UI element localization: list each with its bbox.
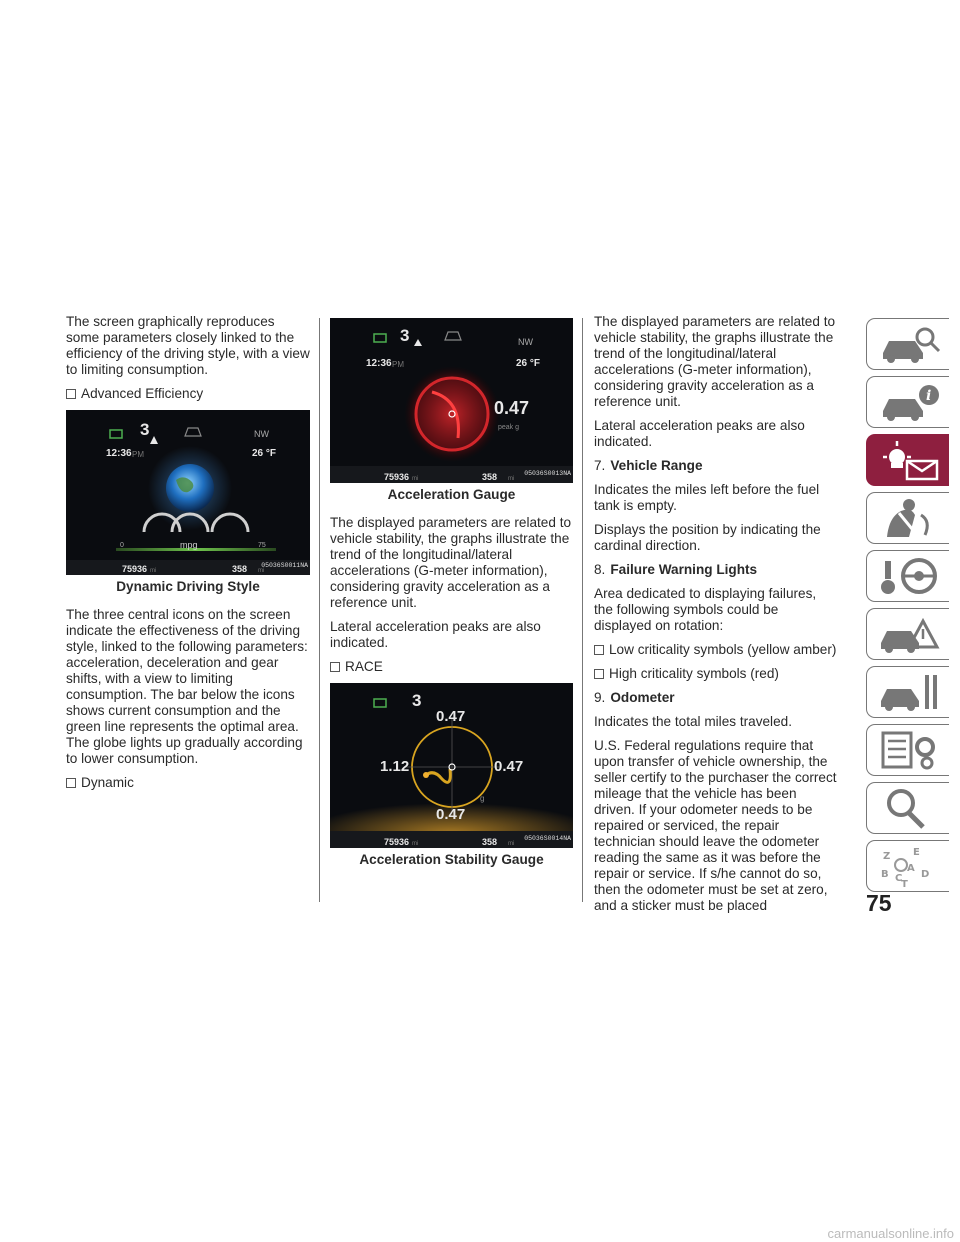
bullet-race bbox=[330, 659, 573, 675]
stability-paragraph: The displayed parameters are related to vehicle stability, the graphs illustrate the trend of the longitudinal/lateral accelerations (G-meter information), considering gravity acceleration as a reference unit. bbox=[330, 515, 572, 610]
temperature-readout: 26 °F bbox=[252, 448, 277, 459]
tab-starting-operating[interactable] bbox=[866, 550, 949, 602]
odometer-unit: mi bbox=[412, 841, 419, 847]
bullet-low-criticality bbox=[594, 642, 838, 658]
specifications-icon bbox=[877, 729, 943, 771]
heading-number: 9. bbox=[594, 690, 606, 705]
figure-caption: Acceleration Gauge bbox=[387, 487, 516, 502]
svg-text:T: T bbox=[901, 879, 908, 887]
bullet-label: RACE bbox=[345, 659, 383, 674]
odometer-readout: 75936 bbox=[122, 564, 148, 574]
right-value-readout: 0.47 bbox=[494, 758, 524, 775]
acceleration-gauge-graphic bbox=[330, 318, 573, 483]
bullet-label: Dynamic bbox=[81, 775, 134, 790]
gear-indicator: 3 bbox=[400, 326, 410, 345]
search-icon bbox=[877, 787, 943, 829]
heading-failure-warning-lights bbox=[594, 562, 838, 578]
figure-code: 05036S0013NA bbox=[524, 470, 571, 477]
alphabetical-index-icon bbox=[877, 845, 943, 887]
bullet-label: Low criticality symbols (yellow amber) bbox=[609, 642, 837, 657]
odometer-readout: 75936 bbox=[384, 837, 410, 847]
temperature-readout: 26 °F bbox=[516, 358, 541, 369]
lateral-peaks-paragraph: Lateral acceleration peaks are also indicated. bbox=[330, 619, 541, 650]
lateral-peaks-paragraph: Lateral acceleration peaks are also indicated. bbox=[594, 418, 805, 449]
intro-paragraph: The screen graphically reproduces some parameters closely linked to the efficiency of the driving style, with a view to limiting consumption. bbox=[66, 314, 310, 377]
gear-indicator: 3 bbox=[140, 420, 150, 439]
heading-vehicle-range bbox=[594, 458, 838, 474]
page-number: 75 bbox=[866, 890, 892, 916]
acceleration-gauge-screen bbox=[330, 318, 573, 483]
column-3 bbox=[594, 314, 838, 922]
range-unit: mi bbox=[508, 841, 515, 847]
figure-caption: Acceleration Stability Gauge bbox=[359, 852, 544, 867]
heading-title: Vehicle Range bbox=[610, 458, 703, 473]
svg-text:D: D bbox=[921, 869, 930, 880]
range-unit: mi bbox=[508, 476, 515, 482]
dynamic-driving-style-screen bbox=[66, 410, 310, 575]
tab-getting-to-know-vehicle[interactable] bbox=[866, 318, 949, 370]
svg-text:Z: Z bbox=[883, 851, 891, 862]
direction-paragraph: Displays the position by indicating the cardinal direction. bbox=[594, 522, 821, 553]
time-readout: 12:36 bbox=[366, 358, 392, 369]
figure-code: 05036S0014NA bbox=[524, 835, 571, 842]
range-unit: mi bbox=[258, 568, 265, 574]
bar-unit-label: mpg bbox=[180, 540, 198, 550]
bullet-dynamic bbox=[66, 775, 310, 791]
odometer-unit: mi bbox=[412, 476, 419, 482]
svg-text:i: i bbox=[926, 388, 932, 404]
unit-label: g bbox=[480, 794, 485, 803]
stability-paragraph: The displayed parameters are related to vehicle stability, the graphs illustrate the trend of the longitudinal/lateral accelerations (G-meter information), considering gravity acceleration as a reference unit. bbox=[594, 314, 836, 409]
svg-text:B: B bbox=[881, 869, 889, 880]
odometer-unit: mi bbox=[150, 568, 157, 574]
icons-description-paragraph: The three central icons on the screen indicate the effectiveness of the driving style, linked to the following parameters: acceleration, deceleration and gear shifts, with a view to limiting consumption. The bar below the icons shows current consumption and the green line represents the optimal area. The globe lights up gradually according to lower consumption. bbox=[66, 607, 308, 766]
peak-label: peak g bbox=[498, 424, 520, 431]
checkbox-bullet-icon bbox=[594, 645, 604, 655]
heading-title: Odometer bbox=[610, 690, 675, 705]
odometer-readout: 75936 bbox=[384, 472, 410, 482]
tab-servicing-maintenance[interactable] bbox=[866, 666, 949, 718]
figure-caption: Dynamic Driving Style bbox=[116, 579, 260, 594]
tab-instrument-panel[interactable] bbox=[866, 376, 949, 428]
key-steering-wheel-icon bbox=[877, 555, 943, 597]
tab-in-case-of-emergency[interactable] bbox=[866, 608, 949, 660]
svg-text:A: A bbox=[907, 863, 915, 874]
peak-value-readout: 0.47 bbox=[494, 398, 530, 418]
car-crash-warning-icon bbox=[877, 613, 943, 655]
car-info-icon bbox=[877, 381, 943, 423]
watermark: carmanualsonline.info bbox=[827, 1226, 954, 1241]
bar-scale-min: 0 bbox=[120, 542, 124, 549]
heading-number: 7. bbox=[594, 458, 606, 473]
left-value-readout: 1.12 bbox=[380, 758, 410, 775]
range-readout: 358 bbox=[482, 837, 498, 847]
column-2 bbox=[330, 318, 573, 880]
warning-light-message-icon bbox=[877, 439, 943, 481]
seatbelt-airbag-icon bbox=[877, 497, 943, 539]
checkbox-bullet-icon bbox=[66, 778, 76, 788]
column-divider bbox=[319, 318, 320, 902]
tab-safety[interactable] bbox=[866, 492, 949, 544]
heading-title: Failure Warning Lights bbox=[610, 562, 758, 577]
gear-indicator: 3 bbox=[412, 691, 422, 710]
bullet-high-criticality bbox=[594, 666, 838, 682]
bottom-value-readout: 0.47 bbox=[436, 806, 466, 823]
bullet-label: High criticality symbols (red) bbox=[609, 666, 779, 681]
acceleration-stability-gauge-screen bbox=[330, 683, 573, 848]
column-1 bbox=[66, 314, 310, 799]
top-value-readout: 0.47 bbox=[436, 708, 466, 725]
heading-readout: NW bbox=[518, 337, 533, 347]
range-readout: 358 bbox=[482, 472, 498, 482]
heading-number: 8. bbox=[594, 562, 606, 577]
tab-warning-lights-messages[interactable] bbox=[866, 434, 949, 486]
checkbox-bullet-icon bbox=[594, 669, 604, 679]
odometer-paragraph: Indicates the total miles traveled. bbox=[594, 714, 792, 729]
tab-search[interactable] bbox=[866, 782, 949, 834]
tab-index[interactable] bbox=[866, 840, 949, 892]
range-readout: 358 bbox=[232, 564, 248, 574]
bar-scale-max: 75 bbox=[258, 542, 266, 549]
ampm-readout: PM bbox=[132, 450, 144, 459]
figure-code: 05036S0011NA bbox=[261, 562, 308, 569]
ampm-readout: PM bbox=[392, 360, 404, 369]
time-readout: 12:36 bbox=[106, 448, 132, 459]
failure-area-paragraph: Area dedicated to displaying failures, the following symbols could be displayed on rotation: bbox=[594, 586, 817, 633]
heading-readout: NW bbox=[254, 429, 269, 439]
federal-regulations-paragraph: U.S. Federal regulations require that upon transfer of vehicle ownership, the seller certify to the purchaser the correct mileage that the vehicle has been driven. If your odometer needs to be repaired or serviced, the repair technician should leave the odometer reading the same as it was before the repair or service. If s/he cannot do so, then the odometer must be set at zero, and a sticker must be placed bbox=[594, 738, 837, 913]
svg-text:E: E bbox=[913, 847, 920, 858]
checkbox-bullet-icon bbox=[330, 662, 340, 672]
checkbox-bullet-icon bbox=[66, 389, 76, 399]
svg-text:C: C bbox=[895, 873, 903, 884]
vehicle-range-paragraph: Indicates the miles left before the fuel tank is empty. bbox=[594, 482, 820, 513]
tab-technical-specifications[interactable] bbox=[866, 724, 949, 776]
car-search-icon bbox=[877, 323, 943, 365]
car-service-icon bbox=[877, 671, 943, 713]
column-divider bbox=[582, 318, 583, 902]
bullet-advanced-efficiency bbox=[66, 386, 310, 402]
heading-odometer bbox=[594, 690, 838, 706]
bullet-label: Advanced Efficiency bbox=[81, 386, 204, 401]
